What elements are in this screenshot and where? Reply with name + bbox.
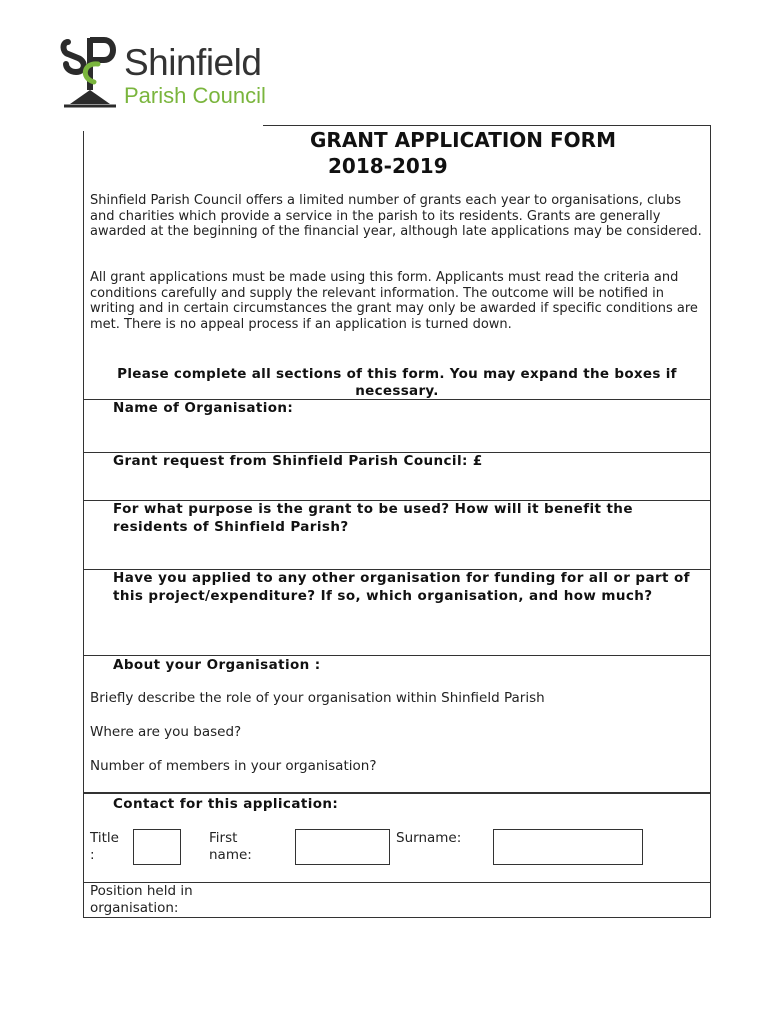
first-name-input[interactable] [295,829,390,865]
other-funding-question: Have you applied to any other organisation for funding for all or part of this project/expenditure? If so, which organisation, and how much? [113,570,690,604]
about-heading: About your Organisation : [113,657,321,673]
tree-logo-icon [60,34,124,110]
organisation-name-label: Name of Organisation: [113,400,294,416]
form-border-bottom [83,917,711,918]
first-name-label-line2: name: [209,847,252,863]
first-name-label [209,830,252,864]
title-input[interactable] [133,829,181,865]
contact-heading: Contact for this application: [113,796,339,812]
form-border-left [83,131,84,918]
surname-label: Surname: [396,830,462,846]
form-title [310,127,616,179]
surname-input[interactable] [493,829,643,865]
about-role-prompt: Briefly describe the role of your organisation within Shinfield Parish [90,690,545,706]
title-label [90,830,119,864]
section-divider [83,655,711,656]
grant-request-label: Grant request from Shinfield Parish Council: £ [113,453,483,469]
position-label-line2: organisation: [90,900,179,916]
form-border-right [710,125,711,918]
about-members-prompt: Number of members in your organisation? [90,758,377,774]
form-title-year: 2018-2019 [328,154,448,178]
title-label-colon: : [90,847,95,863]
first-name-label-line1: First [209,830,238,846]
intro-paragraph: Shinfield Parish Council offers a limited number of grants each year to organisations, clubs and charities which provide a service in the parish to its residents. Grants are generally awarded at the beginning of the financial year, although late applications may be considered. [90,193,702,239]
logo-name: Shinfield [124,42,262,83]
section-divider [83,792,711,794]
instruction-text: Please complete all sections of this form. You may expand the boxes if necessary. [117,366,677,399]
position-label [90,883,193,917]
form-border-top [263,125,711,126]
about-based-prompt: Where are you based? [90,724,242,740]
title-label-text: Title [90,830,119,846]
position-label-line1: Position held in [90,883,193,899]
form-title-line1: GRANT APPLICATION FORM [310,128,616,152]
logo-subtitle: Parish Council [124,83,266,108]
purpose-question: For what purpose is the grant to be used? How will it benefit the residents of Shinfield Parish? [113,501,633,535]
rules-paragraph: All grant applications must be made using this form. Applicants must read the criteria and conditions carefully and supply the relevant information. The outcome will be notified in writing and in certain circumstances the grant may only be awarded if specific conditions are met. There is no appeal process if an application is turned down. [90,270,698,332]
